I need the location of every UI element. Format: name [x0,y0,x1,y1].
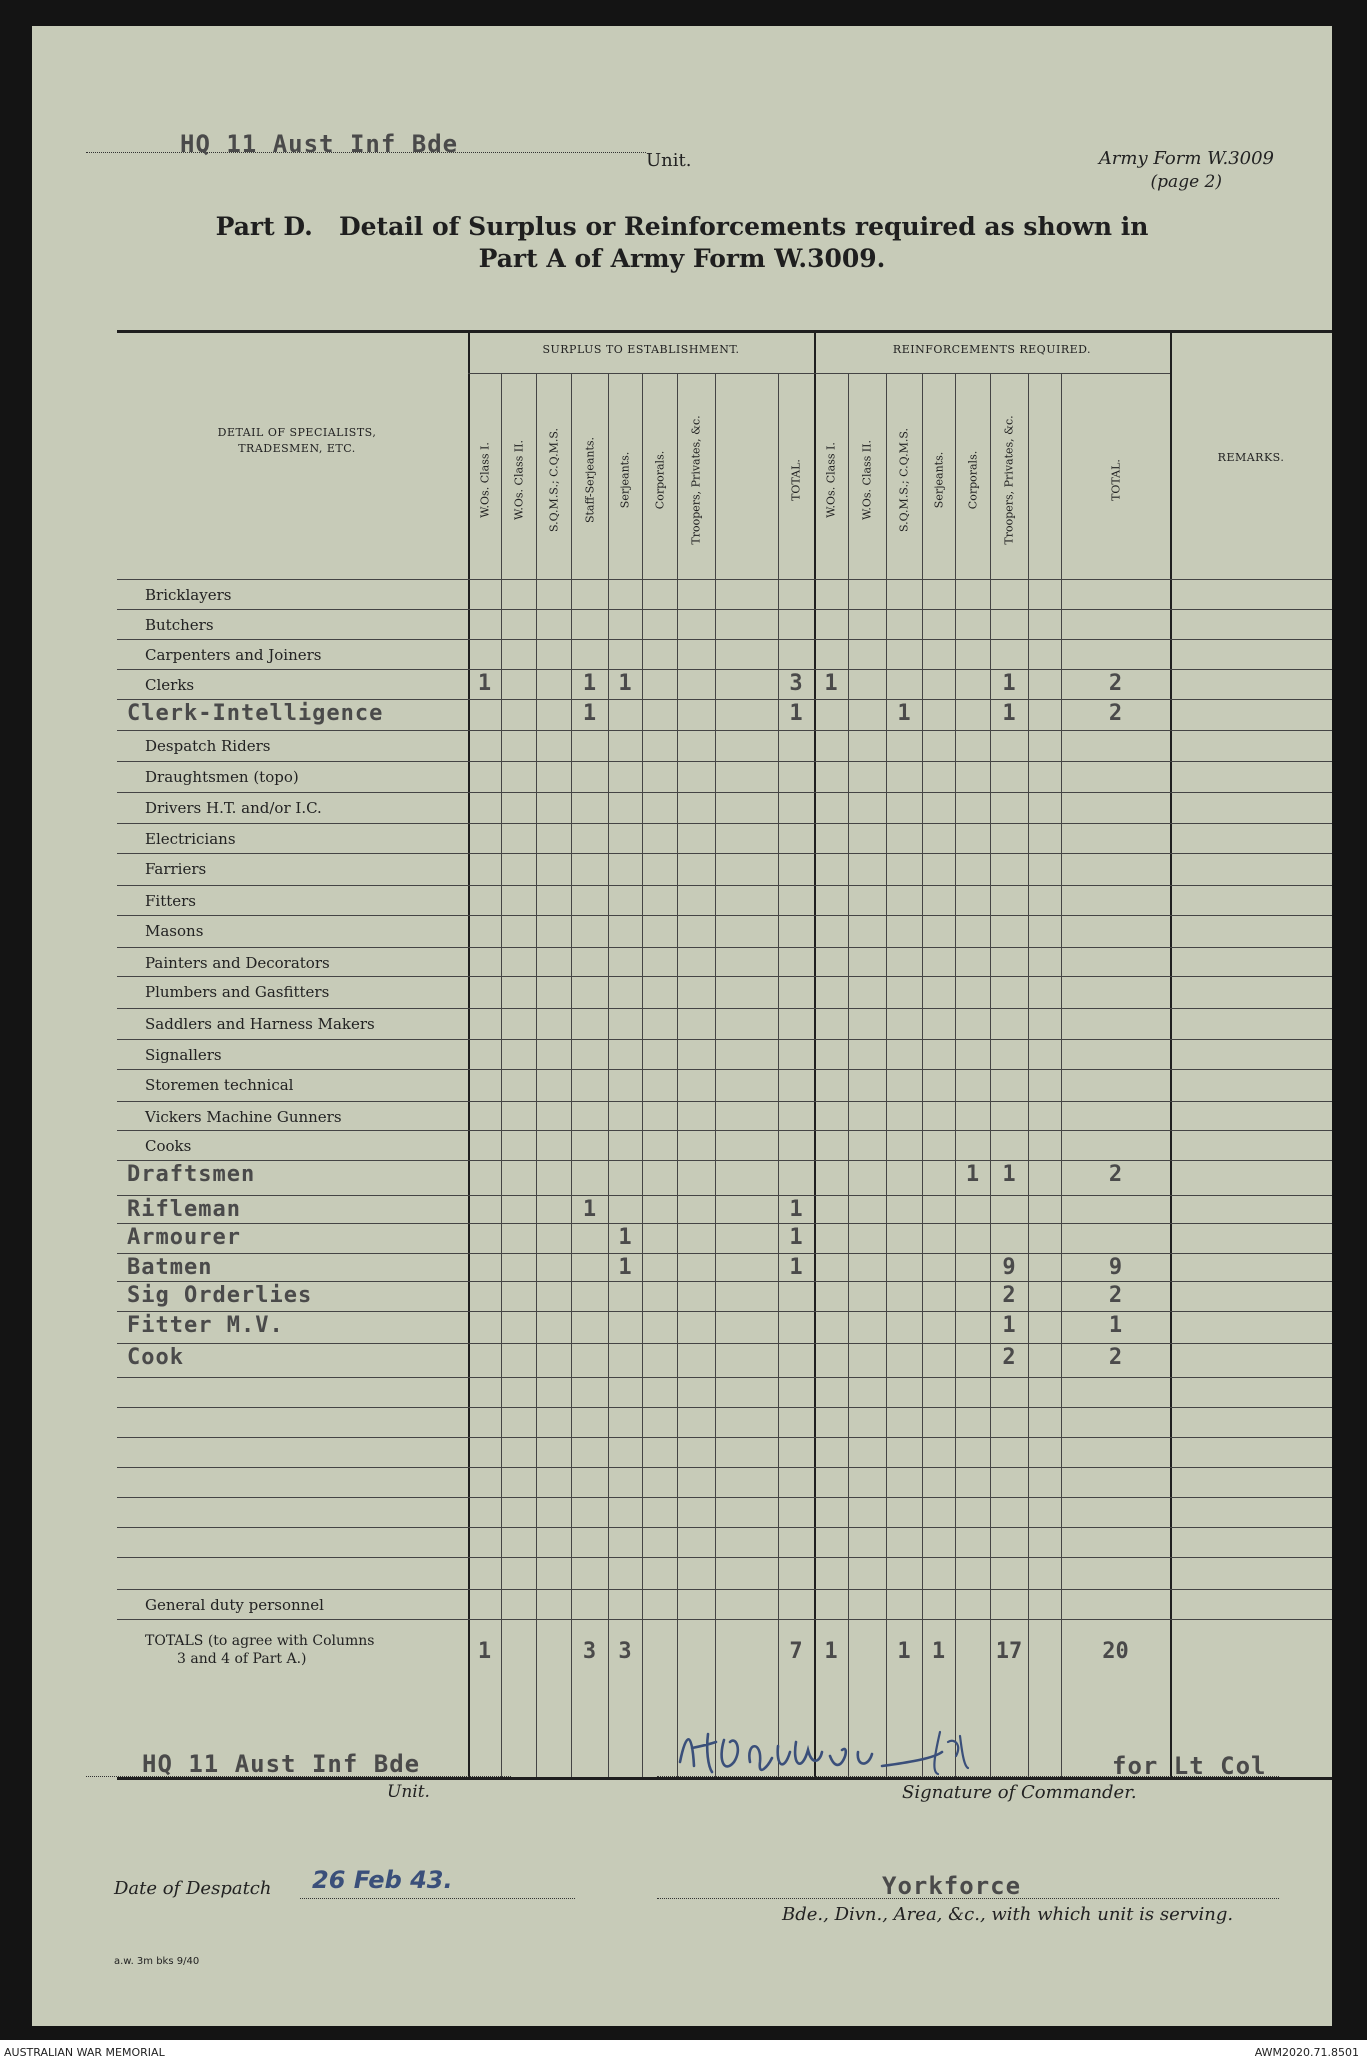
row-rule [117,853,1332,854]
form-reference: Army Form W.3009 [1098,148,1274,169]
archive-reference: AWM2020.71.8501 [1254,2046,1359,2059]
row-label: Storemen technical [145,1076,294,1094]
title-line-2: Part A of Army Form W.3009. [478,244,886,273]
page-reference: (page 2) [1150,172,1222,192]
row-rule [117,1101,1332,1102]
row-label: Signallers [145,1046,222,1064]
row-rule [117,1497,1332,1498]
reinforcement-cell: 1 [1108,1313,1123,1338]
row-rule [117,1130,1332,1131]
reinforcements-heading: REINFORCEMENTS REQUIRED. [892,343,1092,356]
surplus-cell: 1 [618,1255,632,1280]
row-rule [117,915,1332,916]
row-label: Carpenters and Joiners [145,646,322,664]
row-label: Draughtsmen (topo) [145,768,299,786]
surplus-cell: 1 [618,1225,632,1250]
row-label: Fitter M.V. [127,1313,284,1338]
surplus-col-header: W.Os. Class II. [512,439,525,521]
column-rule [1061,373,1062,1777]
reinforcement-col-header: W.Os. Class II. [860,439,874,521]
reinforcement-cell: 9 [1108,1255,1123,1280]
surplus-col-header: TOTAL. [789,459,803,501]
reinforcement-col-header: Troopers, Privates, &c. [1002,415,1016,545]
row-label: Clerks [145,676,195,694]
surplus-cell: 1 [618,671,632,696]
reinforcement-cell: 2 [1108,1283,1123,1308]
reinforcement-col-header: S.Q.M.S.; C.Q.M.S. [897,427,911,533]
reinforcement-col-header: W.Os. Class I. [824,442,838,518]
reinforcement-cell: 1 [1002,671,1016,696]
surplus-col-header: S.Q.M.S.; C.Q.M.S. [547,427,560,533]
surplus-col-header: Staff-Serjeants. [583,436,596,524]
row-rule [117,885,1332,886]
totals-label-line-1: TOTALS (to agree with Columns [145,1633,375,1649]
row-rule [117,639,1332,640]
row-rule [117,1195,1332,1196]
row-rule [117,1467,1332,1468]
row-label: Plumbers and Gasfitters [145,983,330,1001]
row-rule [117,1407,1332,1408]
surplus-cell: 1 [582,1197,597,1222]
form-sheet [32,26,1332,2026]
row-label: Bricklayers [145,586,232,604]
column-rule [571,373,572,1777]
row-label: Draftsmen [127,1162,256,1187]
row-label: Despatch Riders [145,737,271,755]
row-rule [117,1253,1332,1254]
row-label: Drivers H.T. and/or I.C. [145,799,322,817]
row-rule [117,761,1332,762]
row-label: Farriers [145,860,207,878]
despatch-date [312,1866,453,1894]
reinforcement-total-cell: 17 [995,1639,1023,1664]
reinforcement-cell: 1 [1002,1313,1016,1338]
reinforcement-cell: 1 [1002,1162,1016,1187]
row-rule [117,1589,1332,1590]
surplus-col-header: Serjeants. [618,451,632,509]
row-rule [117,1281,1332,1282]
row-rule [117,730,1332,731]
reinforcement-cell: 2 [1108,701,1123,726]
column-rule [848,373,849,1777]
row-rule [117,579,1332,580]
reinforcement-cell: 2 [1108,671,1123,696]
surplus-col-header: Corporals. [653,450,666,510]
column-rule [778,373,779,1777]
row-rule [117,1008,1332,1009]
row-rule [117,947,1332,948]
row-label: Painters and Decorators [145,954,330,972]
despatch-label: Date of Despatch [114,1878,272,1899]
group-heading-rule [468,373,1170,374]
surplus-cell: 1 [789,1197,803,1222]
row-label: Masons [145,922,204,940]
remarks-heading: REMARKS. [1217,451,1285,464]
reinforcement-total-cell: 1 [931,1639,946,1664]
detail-heading: DETAIL OF SPECIALISTS, TRADESMEN, ETC. [217,426,377,455]
reinforcement-cell: 1 [1002,701,1016,726]
reinforcement-total-cell: 1 [824,1639,838,1664]
detail-table [117,330,1332,1780]
unit-typed: HQ 11 Aust Inf Bde [180,130,459,158]
footer-unit-typed: HQ 11 Aust Inf Bde [142,1750,421,1778]
row-rule [117,1039,1332,1040]
row-rule [117,792,1332,793]
reinforcement-col-header: Serjeants. [932,451,945,509]
surplus-cell: 1 [582,701,597,726]
print-code: a.w. 3m bks 9/40 [114,1956,200,1967]
footer-unit-label: Unit. [387,1782,430,1802]
surplus-total-cell: 3 [582,1639,597,1664]
column-rule [715,373,716,1777]
row-label: Butchers [145,616,214,634]
surplus-cell: 1 [582,671,597,696]
reinforcement-cell: 1 [824,671,838,696]
reinforcement-total-cell: 20 [1102,1639,1129,1664]
formation-label: Bde., Divn., Area, &c., with which unit is serving. [782,1904,1234,1925]
column-rule [677,373,678,1777]
row-label: Electricians [145,830,236,848]
row-rule [117,1160,1332,1161]
reinforcement-cell: 1 [897,701,911,726]
surplus-col-header: W.Os. Class I. [478,442,491,518]
row-rule [117,1619,1332,1620]
surplus-heading: SURPLUS TO ESTABLISHMENT. [542,343,740,356]
row-label: Vickers Machine Gunners [145,1108,342,1126]
surplus-total-cell: 1 [477,1639,492,1664]
reinforcement-total-cell: 1 [897,1639,911,1664]
column-rule [536,373,537,1777]
surplus-cell: 1 [789,701,803,726]
reinforcement-col-header: TOTAL. [1109,459,1122,501]
row-label: General duty personnel [145,1596,324,1614]
reinforcement-cell: 2 [1002,1345,1016,1370]
row-label: Sig Orderlies [127,1283,313,1308]
row-rule [117,699,1332,700]
row-label: Batmen [127,1255,213,1280]
despatch-line [300,1898,575,1899]
reinforcement-cell: 2 [1002,1283,1016,1308]
row-label: Armourer [127,1225,241,1250]
reinforcement-cell: 2 [1108,1345,1123,1370]
surplus-cell: 1 [789,1255,803,1280]
column-rule [886,373,887,1777]
column-rule [608,373,609,1777]
surplus-cell: 1 [789,1225,803,1250]
row-rule [117,1069,1332,1070]
reinforcement-cell: 1 [965,1162,980,1187]
row-rule [117,823,1332,824]
row-rule [117,1527,1332,1528]
column-rule [501,373,502,1777]
row-rule [117,1223,1332,1224]
row-rule [117,976,1332,977]
column-rule [642,373,643,1777]
column-rule [955,373,956,1777]
column-rule [990,373,991,1777]
row-rule [117,1557,1332,1558]
formation-typed: Yorkforce [882,1872,1022,1900]
column-rule [1028,373,1029,1777]
row-label: Clerk-Intelligence [127,701,384,726]
row-rule [117,1311,1332,1312]
for-commander-typed: for Lt Col [1112,1752,1267,1780]
reinforcement-col-header: Corporals. [966,450,979,510]
despatch-date-value: 26 Feb 43. [312,1866,453,1894]
signature-label: Signature of Commander. [902,1782,1137,1803]
title-line-1: Part D. Detail of Surplus or Reinforcements required as shown in [215,212,1149,241]
row-label: Rifleman [127,1197,241,1222]
row-label: Cook [127,1345,184,1370]
reinforcement-cell: 9 [1002,1255,1016,1280]
row-rule [117,1437,1332,1438]
reinforcement-cell: 2 [1108,1162,1123,1187]
unit-label: Unit. [646,150,692,171]
row-label: Fitters [145,892,197,910]
row-label: Cooks [145,1137,192,1155]
surplus-total-cell: 3 [618,1639,632,1664]
totals-label-line-2: 3 and 4 of Part A.) [177,1651,307,1667]
row-rule [117,1377,1332,1378]
surplus-cell: 3 [789,671,803,696]
surplus-total-cell: 7 [789,1639,803,1664]
row-rule [117,609,1332,610]
row-label: Saddlers and Harness Makers [145,1015,375,1033]
row-rule [117,669,1332,670]
surplus-col-header: Troopers, Privates, &c. [689,415,703,545]
surplus-cell: 1 [477,671,492,696]
column-rule [922,373,923,1777]
row-rule [117,1343,1332,1344]
archive-credit: AUSTRALIAN WAR MEMORIAL [4,2046,165,2059]
